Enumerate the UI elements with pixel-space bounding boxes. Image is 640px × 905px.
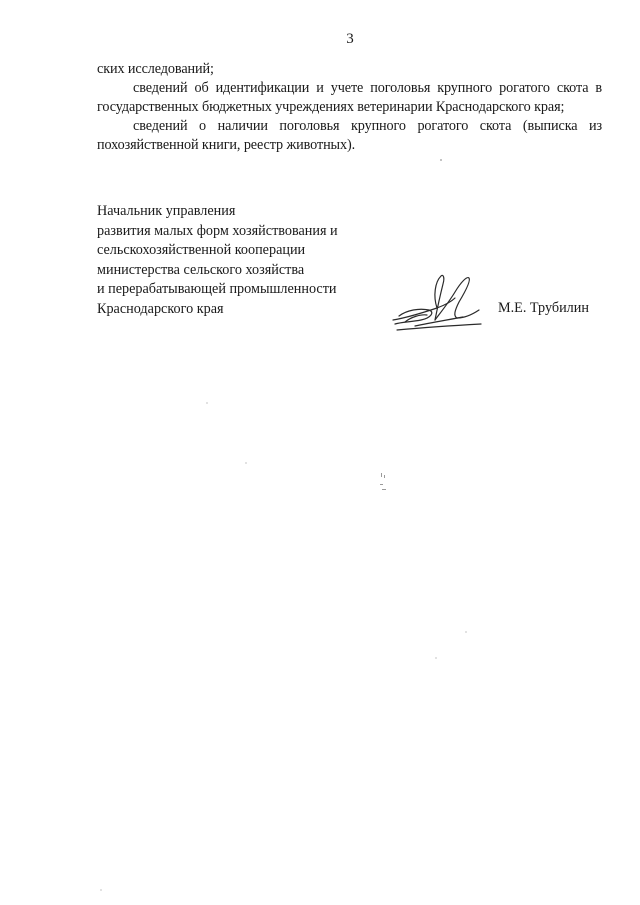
signatory-position <box>97 202 377 319</box>
position-line: развития малых форм хозяйствования и <box>97 222 338 239</box>
position-line: и перерабатывающей промышленности <box>97 281 337 297</box>
position-line: министерства сельского хозяйства <box>97 261 305 278</box>
handwritten-signature <box>385 268 500 340</box>
page-number: 3 <box>346 31 354 47</box>
position-line: сельскохозяйственной кооперации <box>97 242 306 258</box>
document-body <box>97 60 602 155</box>
paragraph-livestock-records: сведений о наличии поголовья крупного рогатого скота (выписка из похозяйственной книги, реестр животных). <box>97 118 602 153</box>
signer-name: М.Е. Трубилин <box>498 300 589 316</box>
paragraph-continuation: ских исследований; <box>97 61 214 77</box>
position-line: Краснодарского края <box>97 300 224 317</box>
paragraph-identification-records: сведений об идентификации и учете поголовья крупного рогатого скота в государственных бюджетных учреждениях ветеринарии Краснодарского края; <box>97 80 602 115</box>
position-line: Начальник управления <box>97 203 236 219</box>
